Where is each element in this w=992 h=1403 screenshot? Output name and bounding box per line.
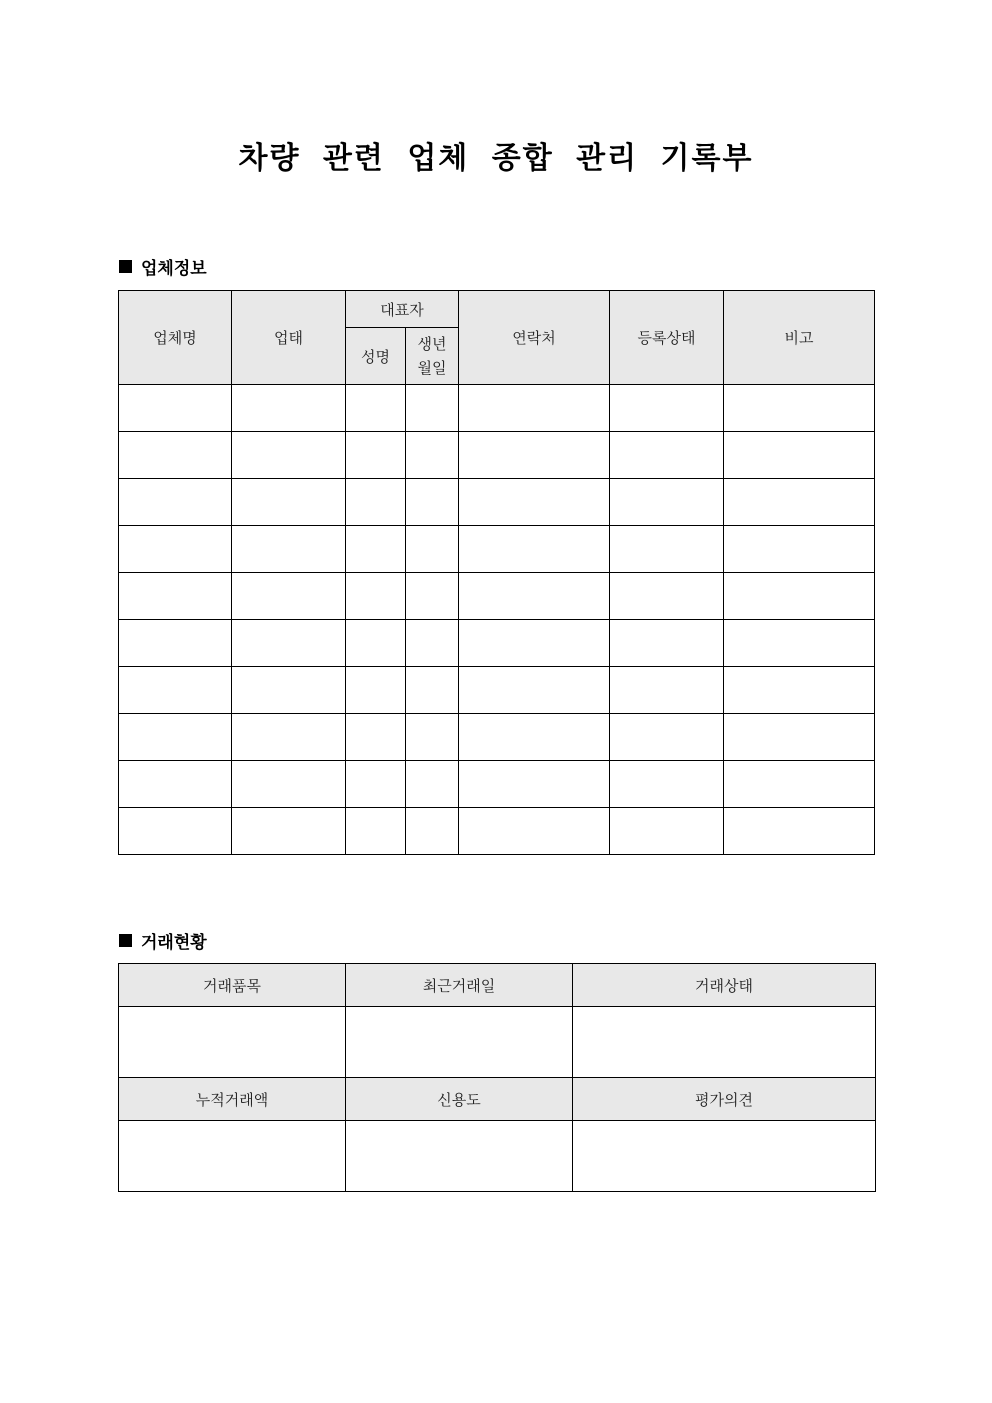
cell-rep-birthdate[interactable]: [406, 432, 459, 479]
cell-business-type[interactable]: [232, 573, 346, 620]
cell-rep-birthdate[interactable]: [406, 667, 459, 714]
header-cumulative-amount: 누적거래액: [119, 1078, 346, 1121]
header-trade-items: 거래품목: [119, 964, 346, 1007]
cell-business-type[interactable]: [232, 761, 346, 808]
cell-contact[interactable]: [459, 667, 610, 714]
cell-rep-name[interactable]: [346, 479, 406, 526]
cell-evaluation[interactable]: [573, 1121, 876, 1192]
cell-remarks[interactable]: [724, 620, 875, 667]
cell-trade-items[interactable]: [119, 1007, 346, 1078]
table-row: [119, 714, 875, 761]
cell-remarks[interactable]: [724, 761, 875, 808]
header-business-type: 업태: [232, 291, 346, 385]
cell-company-name[interactable]: [119, 714, 232, 761]
cell-company-name[interactable]: [119, 667, 232, 714]
section-title-text: 업체정보: [141, 259, 207, 279]
cell-business-type[interactable]: [232, 667, 346, 714]
page-title: 차량 관련 업체 종합 관리 기록부: [238, 141, 754, 176]
cell-rep-birthdate[interactable]: [406, 479, 459, 526]
cell-rep-birthdate[interactable]: [406, 385, 459, 432]
cell-registration-status[interactable]: [610, 479, 724, 526]
cell-contact[interactable]: [459, 714, 610, 761]
cell-registration-status[interactable]: [610, 620, 724, 667]
cell-company-name[interactable]: [119, 761, 232, 808]
cell-business-type[interactable]: [232, 385, 346, 432]
cell-rep-birthdate[interactable]: [406, 620, 459, 667]
square-bullet-icon: [119, 260, 132, 273]
cell-rep-name[interactable]: [346, 808, 406, 855]
cell-remarks[interactable]: [724, 385, 875, 432]
table-row: [119, 385, 875, 432]
table-row: [119, 573, 875, 620]
cell-business-type[interactable]: [232, 620, 346, 667]
table-row: [119, 479, 875, 526]
header-company-name: 업체명: [119, 291, 232, 385]
section-company-info: [119, 254, 207, 279]
cell-trade-status[interactable]: [573, 1007, 876, 1078]
cell-company-name[interactable]: [119, 526, 232, 573]
header-rep-name: 성명: [346, 328, 406, 385]
cell-rep-name[interactable]: [346, 620, 406, 667]
square-bullet-icon: [119, 934, 132, 947]
cell-remarks[interactable]: [724, 714, 875, 761]
cell-contact[interactable]: [459, 808, 610, 855]
header-representative: 대표자: [346, 291, 459, 328]
header-credit-rating: 신용도: [346, 1078, 573, 1121]
table-row: [119, 432, 875, 479]
cell-registration-status[interactable]: [610, 808, 724, 855]
table-row: [119, 667, 875, 714]
header-evaluation: 평가의견: [573, 1078, 876, 1121]
section-transactions: [119, 928, 207, 953]
cell-contact[interactable]: [459, 573, 610, 620]
cell-company-name[interactable]: [119, 573, 232, 620]
cell-contact[interactable]: [459, 526, 610, 573]
cell-contact[interactable]: [459, 385, 610, 432]
cell-rep-name[interactable]: [346, 714, 406, 761]
cell-remarks[interactable]: [724, 526, 875, 573]
cell-rep-birthdate[interactable]: [406, 714, 459, 761]
cell-last-trade-date[interactable]: [346, 1007, 573, 1078]
cell-business-type[interactable]: [232, 432, 346, 479]
cell-company-name[interactable]: [119, 620, 232, 667]
cell-rep-name[interactable]: [346, 761, 406, 808]
cell-registration-status[interactable]: [610, 714, 724, 761]
cell-contact[interactable]: [459, 620, 610, 667]
cell-remarks[interactable]: [724, 573, 875, 620]
cell-remarks[interactable]: [724, 667, 875, 714]
cell-rep-name[interactable]: [346, 573, 406, 620]
cell-contact[interactable]: [459, 432, 610, 479]
transactions-table: [118, 963, 876, 1192]
cell-rep-birthdate[interactable]: [406, 761, 459, 808]
header-remarks: 비고: [724, 291, 875, 385]
cell-cumulative-amount[interactable]: [119, 1121, 346, 1192]
cell-registration-status[interactable]: [610, 385, 724, 432]
header-rep-birth-line1: 생년: [417, 335, 447, 353]
cell-company-name[interactable]: [119, 385, 232, 432]
cell-business-type[interactable]: [232, 479, 346, 526]
section-title-text: 거래현황: [141, 933, 207, 953]
header-rep-birthdate: [406, 328, 459, 385]
header-contact: 연락처: [459, 291, 610, 385]
table-row: [119, 808, 875, 855]
cell-business-type[interactable]: [232, 526, 346, 573]
table-row: [119, 761, 875, 808]
cell-rep-birthdate[interactable]: [406, 808, 459, 855]
cell-registration-status[interactable]: [610, 761, 724, 808]
cell-rep-name[interactable]: [346, 526, 406, 573]
cell-remarks[interactable]: [724, 808, 875, 855]
cell-company-name[interactable]: [119, 432, 232, 479]
cell-registration-status[interactable]: [610, 526, 724, 573]
cell-rep-name[interactable]: [346, 385, 406, 432]
table-row: [119, 526, 875, 573]
header-registration-status: 등록상태: [610, 291, 724, 385]
cell-business-type[interactable]: [232, 808, 346, 855]
cell-registration-status[interactable]: [610, 573, 724, 620]
cell-credit-rating[interactable]: [346, 1121, 573, 1192]
cell-company-name[interactable]: [119, 479, 232, 526]
header-last-trade-date: 최근거래일: [346, 964, 573, 1007]
cell-registration-status[interactable]: [610, 667, 724, 714]
cell-rep-name[interactable]: [346, 667, 406, 714]
header-rep-birth-line2: 월일: [417, 359, 447, 377]
cell-business-type[interactable]: [232, 714, 346, 761]
cell-contact[interactable]: [459, 761, 610, 808]
cell-rep-name[interactable]: [346, 432, 406, 479]
cell-company-name[interactable]: [119, 808, 232, 855]
cell-rep-birthdate[interactable]: [406, 526, 459, 573]
cell-rep-birthdate[interactable]: [406, 573, 459, 620]
header-trade-status: 거래상태: [573, 964, 876, 1007]
cell-remarks[interactable]: [724, 432, 875, 479]
table-row: [119, 620, 875, 667]
cell-registration-status[interactable]: [610, 432, 724, 479]
company-info-table: [118, 290, 875, 855]
cell-remarks[interactable]: [724, 479, 875, 526]
cell-contact[interactable]: [459, 479, 610, 526]
